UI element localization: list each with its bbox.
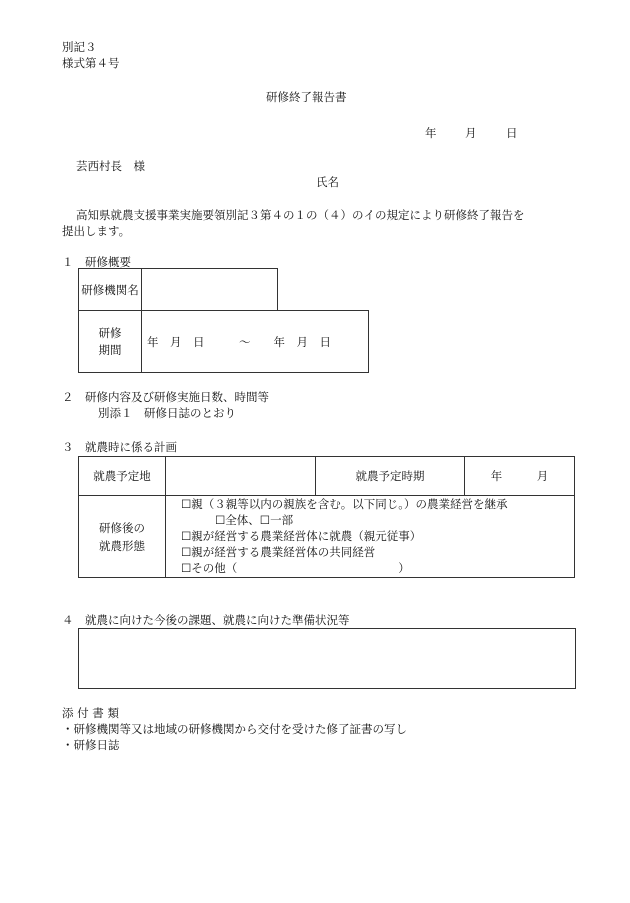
training-period-field[interactable] — [141, 310, 369, 373]
training-period-label — [78, 310, 142, 373]
farming-form-label-line2: 就農形態 — [99, 538, 145, 553]
form-number: 様式第４号 — [62, 56, 120, 70]
attachment-item-certificate: ・研修機関等又は地域の研修機関から交付を受けた修了証書の写し — [62, 722, 407, 736]
option-inherit[interactable]: ☐親（３親等以内の親族を含む。以下同じ。）の農業経営を継承 — [181, 497, 508, 511]
option-other[interactable]: ☐その他（ ） — [181, 561, 410, 575]
intro-line-1: 高知県就農支援事業実施要領別記３第４の１の（４）のイの規定により研修終了報告を — [76, 208, 525, 222]
farming-location-label: 就農予定地 — [78, 456, 166, 496]
intro-line-2: 提出します。 — [62, 224, 131, 238]
section2-heading: ２ 研修内容及び研修実施日数、時間等 — [62, 390, 269, 404]
farming-start-label: 就農予定時期 — [315, 456, 465, 496]
training-period-label-line1: 研修 — [98, 325, 122, 340]
addressee: 芸西村長 様 — [76, 159, 145, 173]
farming-location-field[interactable] — [165, 456, 316, 496]
training-org-field[interactable] — [141, 268, 278, 311]
section1-heading: １ 研修概要 — [62, 255, 131, 269]
training-org-label: 研修機関名 — [78, 268, 142, 311]
attachment-item-diary: ・研修日誌 — [62, 738, 120, 752]
attachments-heading: 添 付 書 類 — [62, 706, 119, 720]
date-month: 月 — [465, 126, 477, 140]
section3-heading: ３ 就農時に係る計画 — [62, 440, 177, 454]
option-inherit-scope[interactable]: ☐全体、☐一部 — [215, 513, 294, 527]
option-co-manage[interactable]: ☐親が経営する農業経営体の共同経営 — [181, 545, 376, 559]
date-day: 日 — [506, 126, 518, 140]
training-period-label-line2: 期間 — [98, 342, 122, 357]
issues-textarea[interactable] — [78, 628, 576, 689]
name-label: 氏名 — [316, 175, 339, 189]
farming-form-options — [165, 495, 575, 578]
document-title: 研修終了報告書 — [266, 90, 347, 104]
farming-form-label — [78, 495, 166, 578]
training-period-value: 年 月 日 〜 年 月 日 — [147, 335, 331, 349]
section2-detail: 別添１ 研修日誌のとおり — [98, 406, 236, 420]
farming-form-label-line1: 研修後の — [99, 520, 145, 535]
annex-label: 別記３ — [62, 40, 97, 54]
option-join-parent[interactable]: ☐親が経営する農業経営体に就農（親元従事） — [181, 529, 422, 543]
farming-start-field[interactable]: 年 月 — [464, 456, 575, 496]
date-year: 年 — [425, 126, 437, 140]
section4-heading: ４ 就農に向けた今後の課題、就農に向けた準備状況等 — [62, 613, 350, 627]
